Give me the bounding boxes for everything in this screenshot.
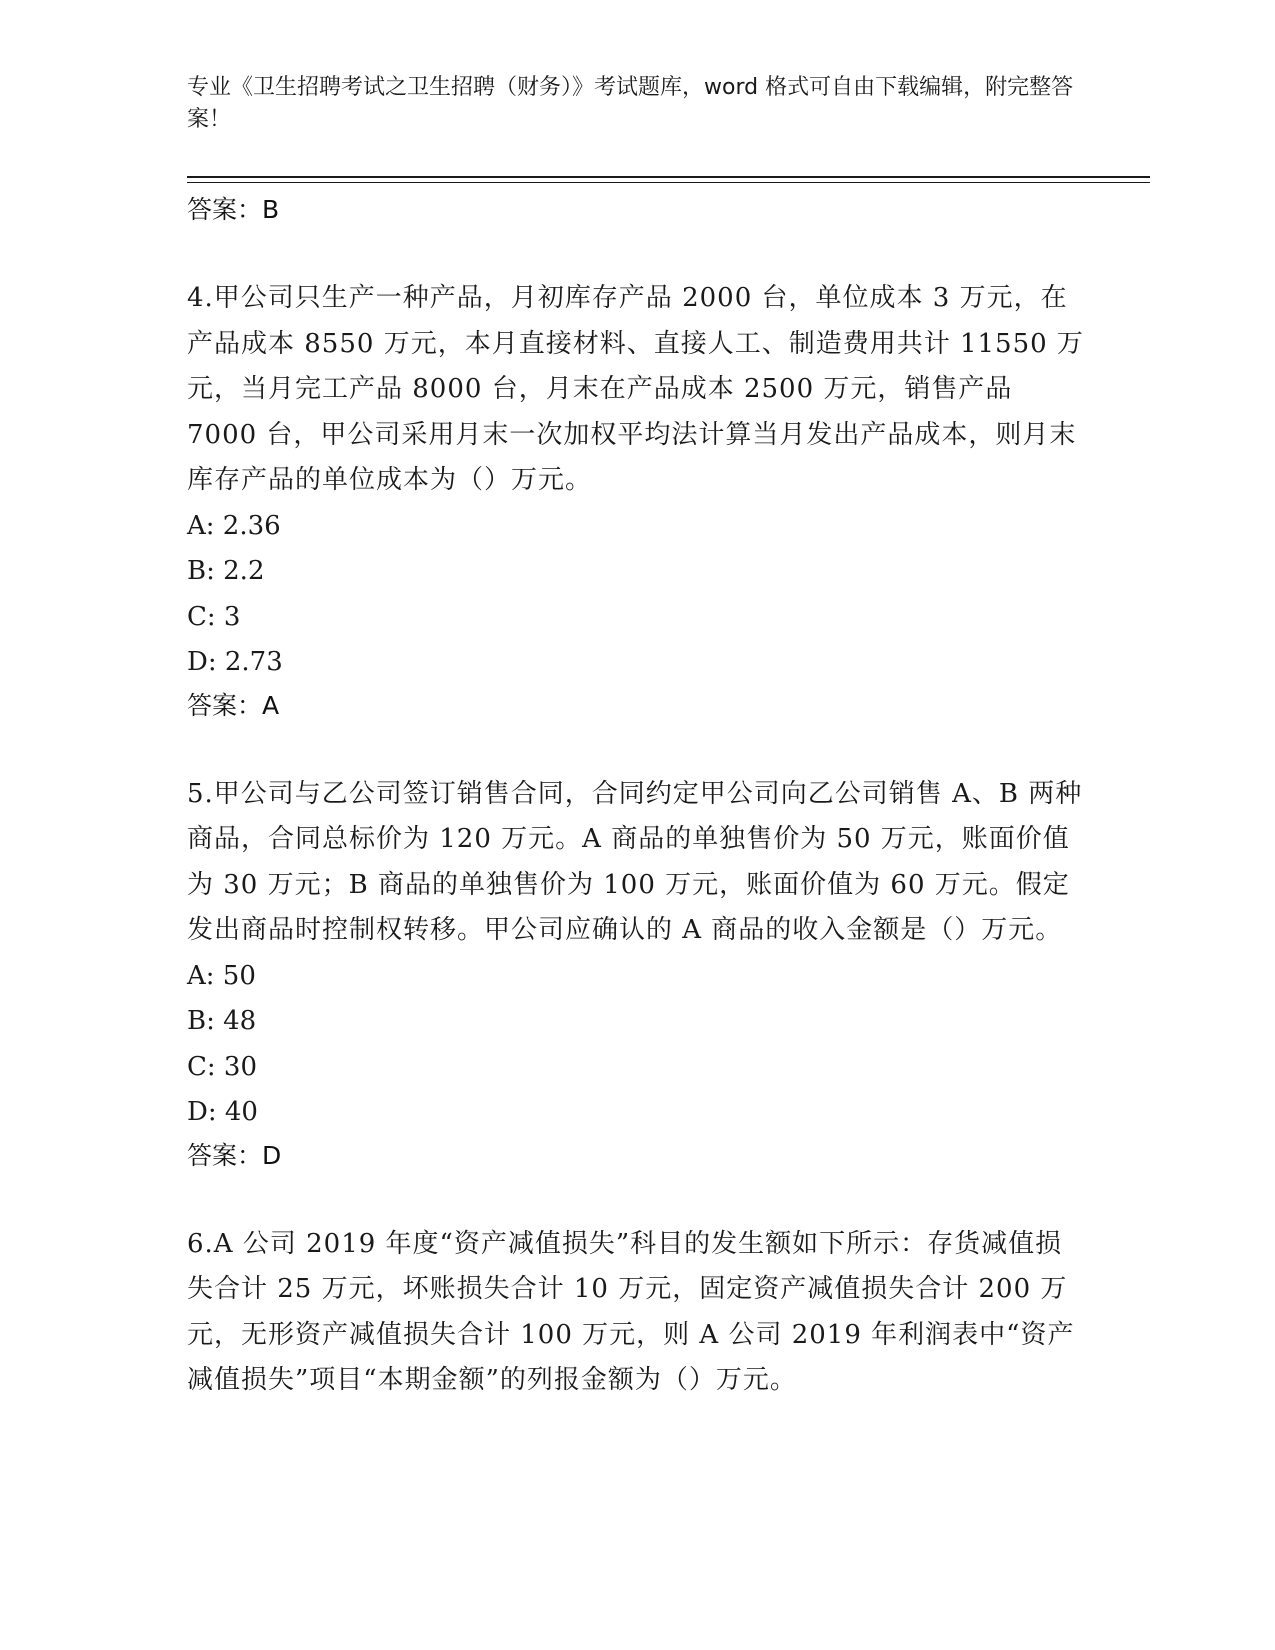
option-a: A: 50 (187, 960, 256, 991)
document-body (187, 190, 1087, 1404)
spacer (187, 230, 1087, 276)
question-text: 4.甲公司只生产一种产品，月初库存产品 2000 台，单位成本 3 万元，在产品成本 8550 万元，本月直接材料、直接人工、制造费用共计 11550 万元，当月完工产品 8000 台，月末在产品成本 2500 万元，销售产品 7000 台，甲公司采用月末一次加权平均法计算当月发出产品成本，则月末库存产品的单位成本为（）万元。 (187, 283, 1084, 495)
page-header: 专业《卫生招聘考试之卫生招聘（财务）》考试题库，word 格式可自由下载编辑，附完整答案！ (187, 75, 1074, 132)
spacer (187, 1176, 1087, 1222)
option-c: C: 3 (187, 601, 241, 632)
header-divider-thick (187, 176, 1150, 178)
previous-answer: 答案：B (187, 195, 280, 224)
option-d: D: 2.73 (187, 647, 283, 677)
question-block (187, 1222, 1087, 1404)
option-a: A: 2.36 (187, 510, 281, 541)
question-text: 5.甲公司与乙公司签订销售合同，合同约定甲公司向乙公司销售 A、B 两种商品，合同总标价为 120 万元。A 商品的单独售价为 50 万元，账面价值为 30 万元；B 商品的单独售价为 100 万元，账面价值为 60 万元。假定发出商品时控制权转移。甲公司应确认的 A 商品的收入金额是（）万元。 (187, 778, 1083, 945)
option-b: B: 48 (187, 1006, 257, 1036)
option-d: D: 40 (187, 1097, 258, 1127)
question-answer: 答案：D (187, 1140, 282, 1170)
spacer (187, 726, 1087, 772)
option-b: B: 2.2 (187, 556, 265, 586)
option-c: C: 30 (187, 1051, 258, 1082)
header-divider-thin (187, 182, 1150, 183)
question-text: 6.A 公司 2019 年度“资产减值损失”科目的发生额如下所示：存货减值损失合计 25 万元，坏账损失合计 10 万元，固定资产减值损失合计 200 万元，无形资产减值损失合计 100 万元，则 A 公司 2019 年利润表中“资产减值损失”项目“本期金额”的列报金额为（）万元。 (187, 1228, 1075, 1395)
question-answer: 答案：A (187, 690, 280, 720)
question-block (187, 276, 1087, 726)
question-block (187, 772, 1087, 1176)
